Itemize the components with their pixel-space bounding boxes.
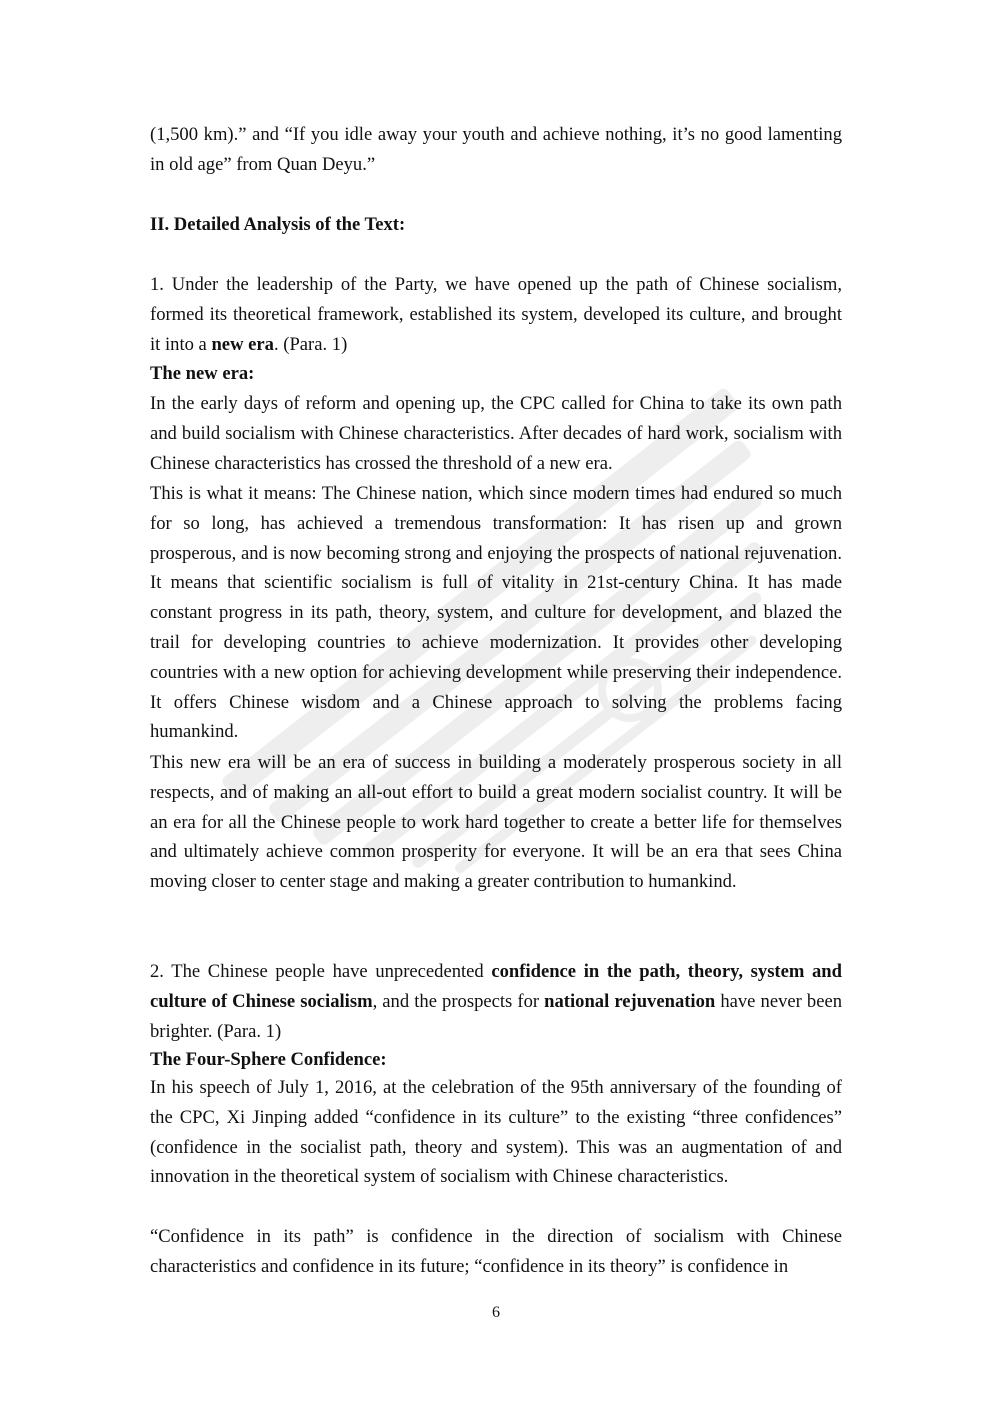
item-2-bold-term-1: confidence in the path, theory, system and culture of Chinese socialism: [150, 961, 842, 1012]
item-1-paragraph-3: This new era will be an era of success in building a moderately prosperous society in all respects, and of making an all-out effort to build a great modern socialist country. It will be an era for all the Chinese people to work hard together to create a better life for themselves and ultimately achieve common prosperity for everyone. It will be an era that sees China moving closer to center stage and making a greater contribution to humankind.: [150, 752, 842, 893]
item-1-text: 1. Under the leadership of the Party, we have opened up the path of Chinese socialism, formed its theoretical framework, established its system, developed its culture, and brought it into a: [150, 274, 842, 355]
item-1-statement: [150, 270, 842, 359]
item-1-para-ref: . (Para. 1): [273, 333, 348, 355]
item-2-para-ref: have never been brighter. (Para. 1): [150, 990, 843, 1042]
intro-line: (1,500 km).” and “If you idle away your youth and achieve nothing, it’s no good lamenting in old age” from Quan Deyu.”: [150, 124, 842, 175]
section-heading: II. Detailed Analysis of the Text:: [150, 214, 406, 235]
item-1-paragraph-1: In the early days of reform and opening up, the CPC called for China to take its own path and build socialism with Chinese characteristics. After decades of hard work, socialism with Chinese characteristics has crossed the threshold of a new era.: [150, 393, 842, 474]
item-2-text-middle: , and the prospects for: [372, 990, 545, 1012]
item-2-text: 2. The Chinese people have unprecedented: [150, 961, 492, 982]
item-1-bold-term: new era: [211, 333, 274, 355]
item-2-statement: [150, 957, 842, 1046]
item-2-paragraph-2: “Confidence in its path” is confidence in the direction of socialism with Chinese characteristics and confidence in its future; “confidence in its theory” is confidence in: [150, 1226, 842, 1277]
document-page: [150, 0, 842, 1403]
page-number: 6: [492, 1304, 500, 1321]
item-2-bold-term-2: national rejuvenation: [544, 990, 716, 1012]
item-2-paragraph-1: In his speech of July 1, 2016, at the celebration of the 95th anniversary of the founding of the CPC, Xi Jinping added “confidence in its culture” to the existing “three confidences” (confidence in the socialist path, theory and system). This was an augmentation of and innovation in the theoretical system of socialism with Chinese characteristics.: [150, 1077, 842, 1188]
item-1-subheading: The new era:: [150, 363, 255, 384]
item-2-subheading: The Four-Sphere Confidence:: [150, 1049, 387, 1070]
item-1-paragraph-2: This is what it means: The Chinese nation, which since modern times had endured so much for so long, has achieved a tremendous transformation: It has risen up and grown prosperous, and is now becoming strong and enjoying the prospects of national rejuvenation. It means that scientific socialism is full of vitality in 21st-century China. It has made constant progress in its path, theory, system, and culture for development, and blazed the trail for developing countries to achieve modernization. It provides other developing countries with a new option for achieving development while preserving their independence. It offers Chinese wisdom and a Chinese approach to solving the problems facing humankind.: [150, 483, 842, 743]
